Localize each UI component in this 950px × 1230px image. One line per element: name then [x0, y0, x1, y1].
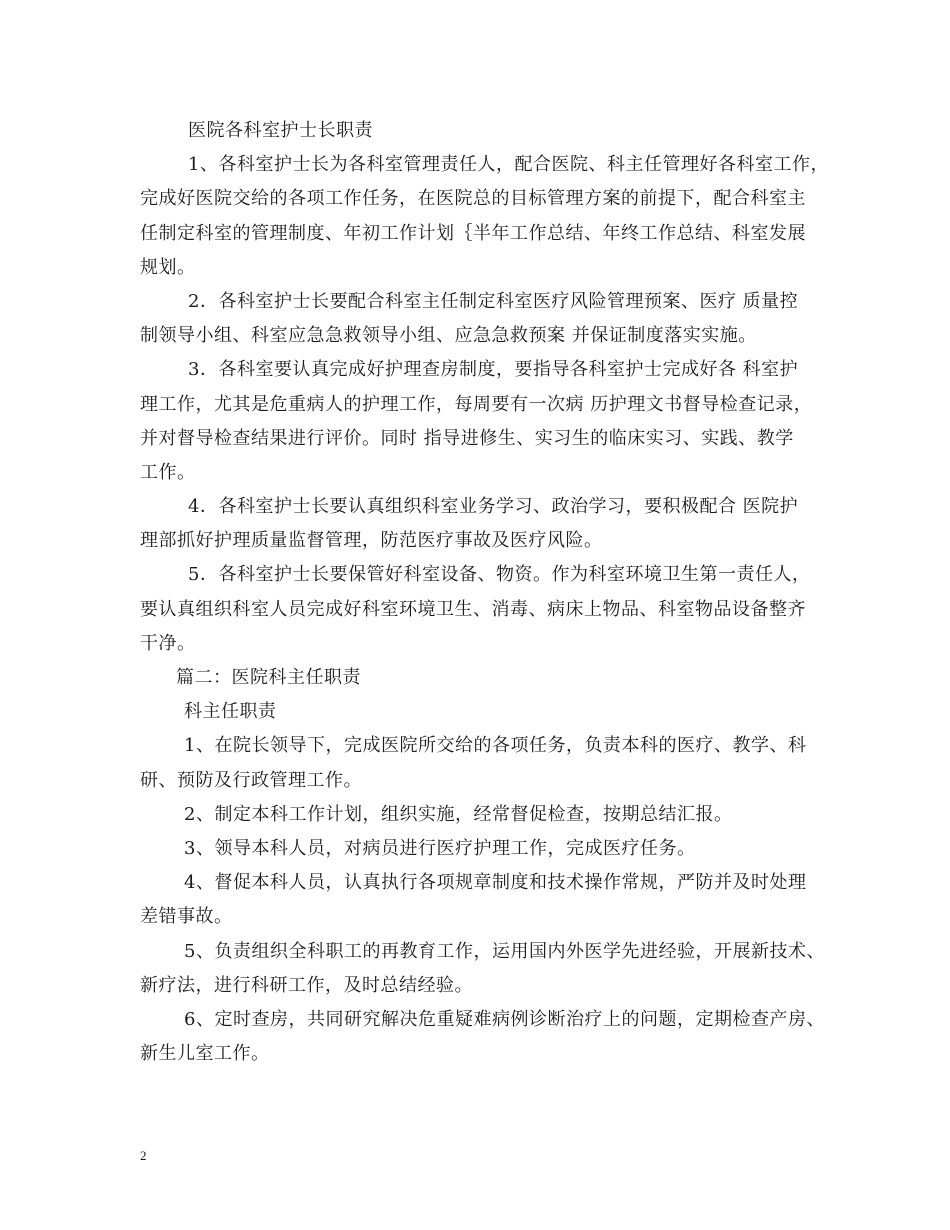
- paragraph-line: 1、在院长领导下，完成医院所交给的各项任务，负责本科的医疗、教学、科: [184, 735, 807, 757]
- paragraph-line: 任制定科室的管理制度、年初工作计划｛半年工作总结、年终工作总结、科室发展: [140, 222, 806, 244]
- section-heading: 篇二：医院科主任职责: [176, 667, 361, 688]
- paragraph-line: 研、预防及行政管理工作。: [140, 769, 362, 791]
- paragraph-line: 制领导小组、科室应急急救领导小组、应急急救预案 并保证制度落实实施。: [140, 325, 757, 347]
- paragraph-line: 2．各科室护士长要配合科室主任制定科室医疗风险管理预案、医疗 质量控: [188, 290, 799, 312]
- paragraph-line: 要认真组织科室人员完成好科室环境卫生、消毒、病床上物品、科室物品设备整齐: [140, 598, 806, 620]
- paragraph-line: 5、负责组织全科职工的再教育工作，运用国内外医学先进经验，开展新技术、: [184, 940, 825, 962]
- paragraph-line: 新生儿室工作。: [140, 1043, 270, 1065]
- paragraph-line: 2、制定本科工作计划，组织实施，经常督促检查，按期总结汇报。: [184, 803, 733, 825]
- paragraph-line: 3、领导本科人员，对病员进行医疗护理工作，完成医疗任务。: [184, 837, 696, 859]
- paragraph-line: 新疗法，进行科研工作，及时总结经验。: [140, 974, 473, 996]
- paragraph-line: 规划。: [140, 256, 196, 278]
- paragraph-line: 工作。: [140, 461, 196, 483]
- paragraph-line: 理部抓好护理质量监督管理，防范医疗事故及医疗风险。: [140, 530, 603, 552]
- page-number: 2: [140, 1148, 147, 1163]
- paragraph-line: 4．各科室护士长要认真组织科室业务学习、政治学习，要积极配合 医院护: [188, 496, 799, 518]
- paragraph-line: 理工作，尤其是危重病人的护理工作，每周要有一次病 历护理文书督导检查记录，: [140, 393, 813, 415]
- paragraph-line: 并对督导检查结果进行评价。同时 指导进修生、实习生的临床实习、实践、教学: [140, 427, 794, 449]
- paragraph-line: 1、各科室护士长为各科室管理责任人，配合医院、科主任管理好各科室工作，: [188, 154, 829, 176]
- paragraph-line: 4、督促本科人员，认真执行各项规章制度和技术操作常规，严防并及时处理: [184, 872, 807, 894]
- paragraph-line: 干净。: [140, 632, 196, 654]
- paragraph-line: 差错事故。: [140, 906, 233, 928]
- document-body: [140, 114, 830, 1071]
- paragraph-line: 3．各科室要认真完成好护理查房制度，要指导各科室护士完成好各 科室护: [188, 359, 799, 381]
- subsection-title: 科主任职责: [184, 701, 277, 723]
- paragraph-line: 5．各科室护士长要保管好科室设备、物资。作为科室环境卫生第一责任人，: [188, 564, 811, 586]
- paragraph-line: 6、定时查房，共同研究解决危重疑难病例诊断治疗上的问题，定期检查产房、: [184, 1008, 825, 1030]
- section-title: 医院各科室护士长职责: [188, 120, 373, 141]
- paragraph-line: 完成好医院交给的各项工作任务，在医院总的目标管理方案的前提下，配合科室主: [140, 188, 806, 210]
